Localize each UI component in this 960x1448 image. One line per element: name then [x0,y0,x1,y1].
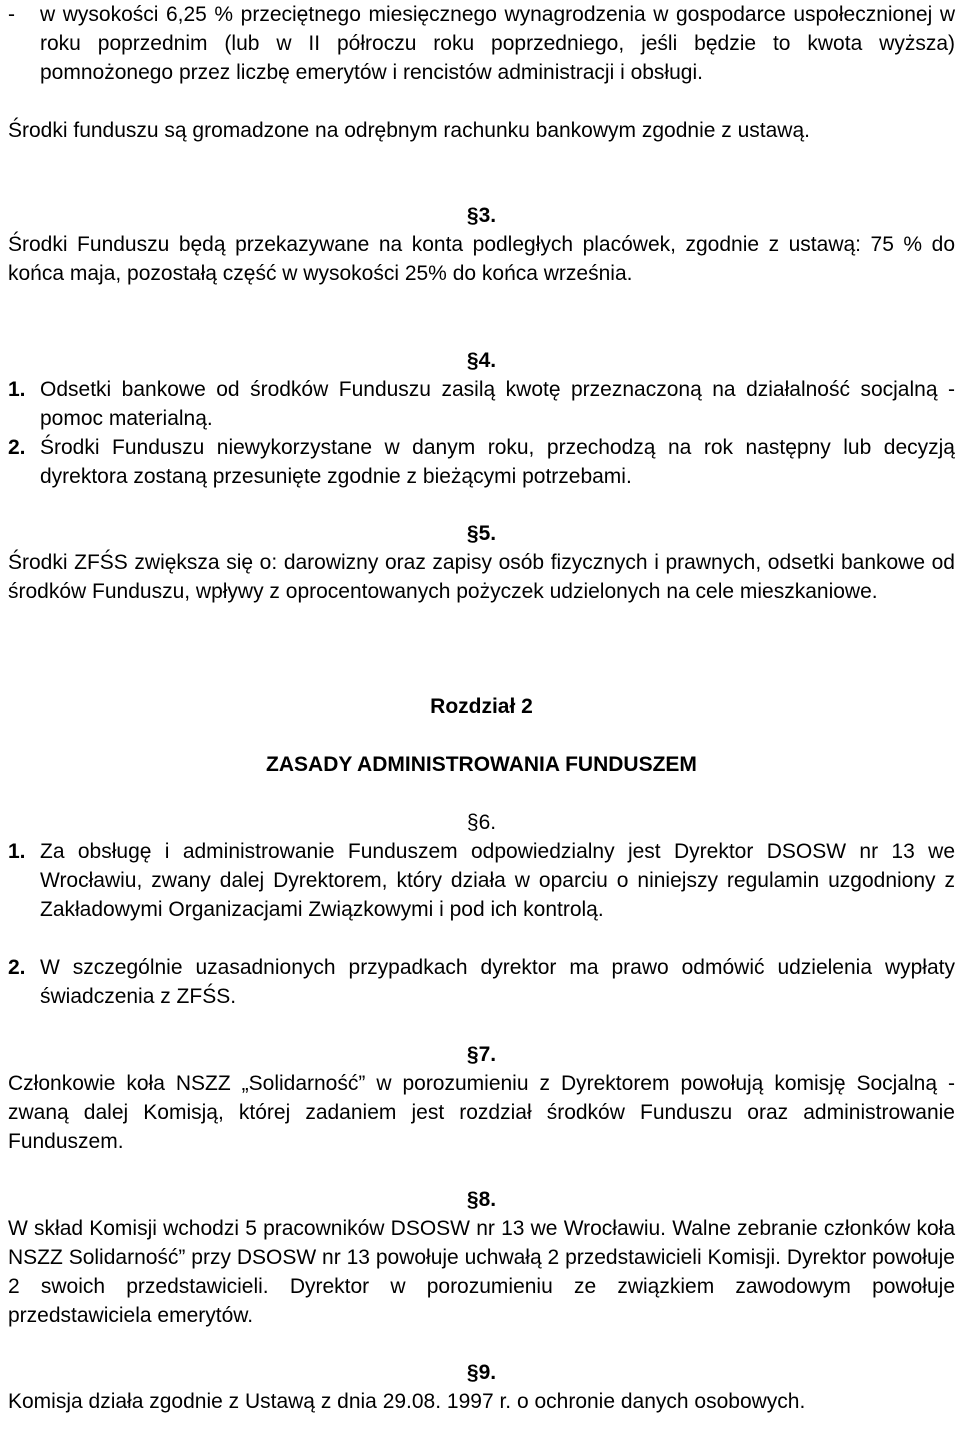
section-5-heading [8,519,955,548]
item-number: 2. [8,436,26,459]
chapter-subtitle: ZASADY ADMINISTROWANIA FUNDUSZEM [266,753,697,776]
section-4-item-1 [8,375,955,433]
item-text: Za obsługę i administrowanie Funduszem odpowiedzialny jest Dyrektor DSOSW nr 13 we Wrocławiu, zwany dalej Dyrektorem, który działa w oparciu o niniejszy regulamin uzgodniony z Zakładowymi Organizacjami Związkowymi i pod ich kontrolą. [40,840,955,921]
section-symbol: § [466,1043,479,1066]
item-number: 1. [8,378,26,401]
section-6-item-2 [8,953,955,1011]
intro-paragraph [8,116,955,145]
section-7-body [8,1069,955,1156]
section-7-text: Członkowie koła NSZZ „Solidarność” w porozumieniu z Dyrektorem powołują komisję Socjalną - zwaną dalej Komisją, której zadaniem jest rozdział środków Funduszu oraz administrowanie Funduszem. [8,1072,955,1153]
section-9-text: Komisja działa zgodnie z Ustawą z dnia 29.08. 1997 r. o ochronie danych osobowych. [8,1390,806,1413]
section-symbol: § [466,349,479,372]
section-6-number: §6. [466,811,497,834]
item-number: 1. [8,840,26,863]
section-9-number: §9. [466,1361,497,1384]
section-4-heading [8,346,955,375]
section-5-number: §5. [466,522,497,545]
chapter-title: Rozdział 2 [430,695,533,718]
intro-paragraph-text: Środki funduszu są gromadzone na odrębnym rachunku bankowym zgodnie z ustawą. [8,119,810,142]
section-9-heading [8,1358,955,1387]
section-7-heading [8,1040,955,1069]
item-number: 2. [8,956,26,979]
item-text: W szczególnie uzasadnionych przypadkach dyrektor ma prawo odmówić udzielenia wypłaty świadczenia z ZFŚS. [40,956,955,1008]
intro-dash-item [8,0,955,87]
section-4-number: §4. [466,349,497,372]
dash-marker: - [8,3,15,26]
section-3-number: §3. [466,204,497,227]
section-8-number: §8. [466,1188,497,1211]
section-3-body [8,230,955,288]
section-5-body [8,548,955,606]
item-text: Odsetki bankowe od środków Funduszu zasilą kwotę przeznaczoną na działalność socjalną - pomoc materialną. [40,378,955,430]
section-6-heading [8,808,955,837]
section-symbol: § [466,204,479,227]
section-9-body [8,1387,955,1416]
section-symbol: § [466,811,479,834]
section-3-text: Środki Funduszu będą przekazywane na konta podległych placówek, zgodnie z ustawą: 75 % do końca maja, pozostałą część w wysokości 25% do końca września. [8,233,955,285]
section-8-body [8,1214,955,1330]
section-6-item-1 [8,837,955,924]
section-symbol: § [466,522,479,545]
section-3-heading [8,201,955,230]
section-5-text: Środki ZFŚS zwiększa się o: darowizny oraz zapisy osób fizycznych i prawnych, odsetki bankowe od środków Funduszu, wpływy z oprocentowanych pożyczek udzielonych na cele mieszkaniowe. [8,551,955,603]
section-symbol: § [466,1188,479,1211]
section-symbol: § [466,1361,479,1384]
item-text: Środki Funduszu niewykorzystane w danym roku, przechodzą na rok następny lub decyzją dyrektora zostaną przesunięte zgodnie z bieżącymi potrzebami. [40,436,955,488]
section-4-item-2 [8,433,955,491]
section-8-text: W skład Komisji wchodzi 5 pracowników DSOSW nr 13 we Wrocławiu. Walne zebranie członków koła NSZZ Solidarność” przy DSOSW nr 13 powołuje uchwałą 2 przedstawicieli Komisji. Dyrektor powołuje 2 swoich przedstawicieli. Dyrektor w porozumieniu ze związkiem zawodowym powołuje przedstawiciela emerytów. [8,1217,955,1327]
section-8-heading [8,1185,955,1214]
section-7-number: §7. [466,1043,497,1066]
dash-item-text: w wysokości 6,25 % przeciętnego miesięcznego wynagrodzenia w gospodarce uspołecznionej w roku poprzednim (lub w II półroczu roku poprzedniego, jeśli będzie to kwota wyższa) pomnożonego przez liczbę emerytów i rencistów administracji i obsługi. [40,3,955,84]
